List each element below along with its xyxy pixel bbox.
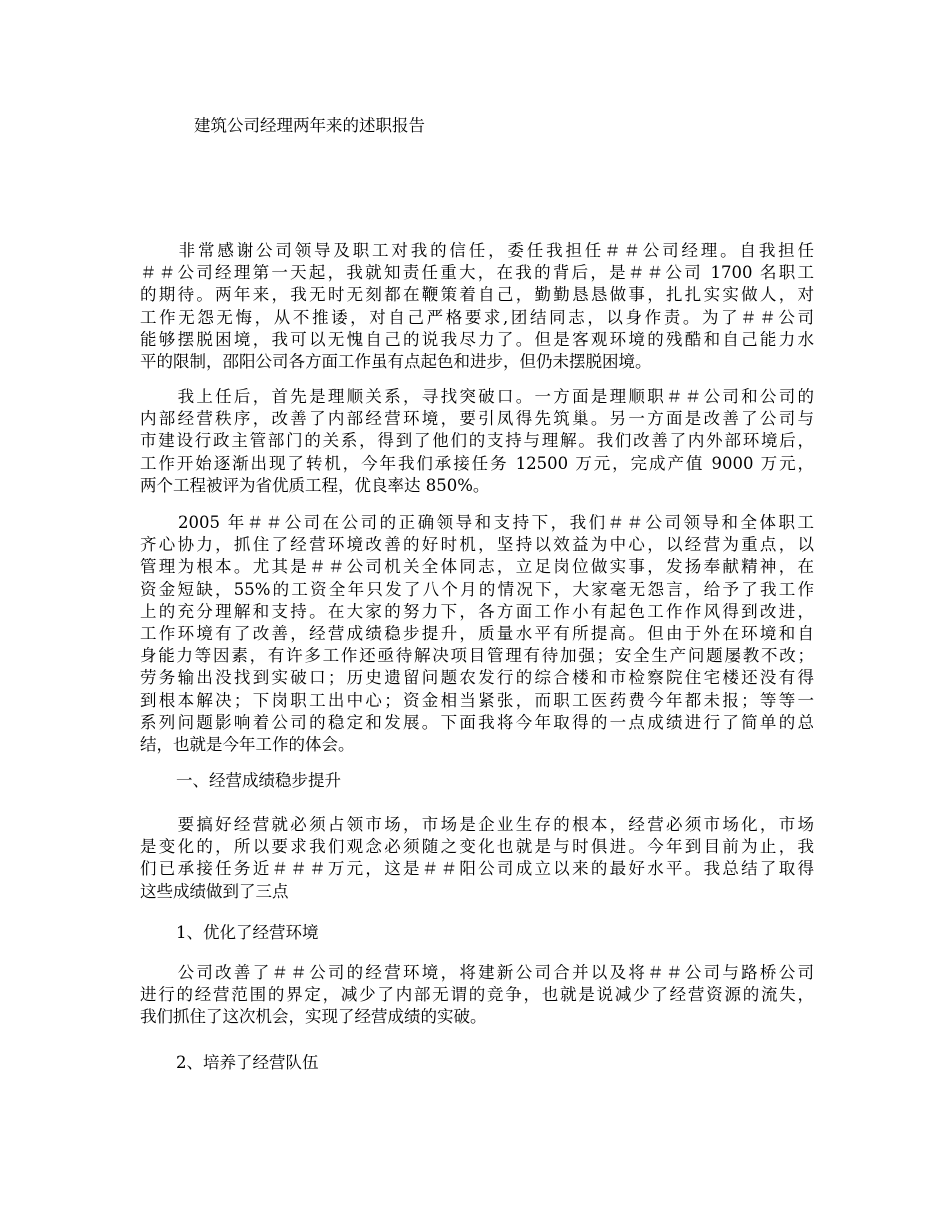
text-line: 到根本解决；下岗职工出中心；资金相当紧张，而职工医药费今年都未报；等等一 bbox=[140, 690, 814, 710]
text-line: 是变化的，所以要求我们观念必须随之变化也就是与时俱进。今年到目前为止，我 bbox=[140, 837, 814, 857]
text-line: 系列问题影响着公司的稳定和发展。下面我将今年取得的一点成绩进行了简单的总 bbox=[140, 712, 814, 732]
text-line: 们已承接任务近＃＃＃万元，这是＃＃阳公司成立以来的最好水平。我总结了取得 bbox=[140, 859, 814, 879]
text-line: 两个工程被评为省优质工程，优良率达 850%。 bbox=[140, 475, 490, 495]
text-line: 结，也就是今年工作的体会。 bbox=[140, 734, 355, 754]
section-heading: 一、经营成绩稳步提升 bbox=[176, 771, 341, 790]
text-line: 工作环境有了改善，经营成绩稳步提升，质量水平有所提高。但由于外在环境和自 bbox=[140, 623, 814, 643]
text-line: 非常感谢公司领导及职工对我的信任，委任我担任＃＃公司经理。自我担任 bbox=[140, 241, 814, 260]
text-line: 要搞好经营就必须占领市场，市场是企业生存的根本，经营必须市场化，市场 bbox=[140, 815, 814, 834]
text-line: 齐心协力，抓住了经营环境改善的好时机，坚持以效益为中心，以经营为重点，以 bbox=[140, 535, 814, 555]
text-line: 工作开始逐渐出现了转机，今年我们承接任务 12500 万元，完成产值 9000 万元， bbox=[140, 453, 814, 473]
paragraph-environment bbox=[140, 962, 814, 1029]
paragraph-intro bbox=[140, 240, 814, 373]
text-line: 我们抓住了这次机会，实现了经营成绩的实破。 bbox=[140, 1007, 487, 1027]
paragraph-first-steps bbox=[140, 386, 814, 497]
text-line: 这些成绩做到了三点 bbox=[140, 881, 289, 901]
subsection-heading: 1、优化了经营环境 bbox=[176, 923, 319, 942]
text-line: 身能力等因素，有许多工作还亟待解决项目管理有待加强；安全生产问题屡教不改； bbox=[140, 646, 814, 666]
document-title: 建筑公司经理两年来的述职报告 bbox=[194, 116, 425, 135]
text-line: 工作无怨无悔，从不推诿，对自己严格要求,团结同志，以身作责。为了＃＃公司 bbox=[140, 307, 814, 327]
text-line: 2005 年＃＃公司在公司的正确领导和支持下，我们＃＃公司领导和全体职工 bbox=[140, 513, 814, 532]
text-line: 我上任后，首先是理顺关系，寻找突破口。一方面是理顺职＃＃公司和公司的 bbox=[140, 387, 814, 406]
text-line: 上的充分理解和支持。在大家的努力下，各方面工作小有起色工作作风得到改进， bbox=[140, 601, 814, 621]
subsection-heading: 2、培养了经营队伍 bbox=[176, 1053, 319, 1072]
paragraph-2005-review bbox=[140, 512, 814, 756]
text-line: 的期待。两年来，我无时无刻都在鞭策着自己，勤勤恳恳做事，扎扎实实做人，对 bbox=[140, 285, 814, 305]
text-line: 劳务输出没找到实破口；历史遗留问题农发行的综合楼和市检察院住宅楼还没有得 bbox=[140, 668, 814, 688]
text-line: 管理为根本。尤其是＃＃公司机关全体同志，立足岗位做实事，发扬奉献精神，在 bbox=[140, 557, 814, 577]
text-line: 能够摆脱困境，我可以无愧自己的说我尽力了。但是客观环境的残酷和自己能力水 bbox=[140, 329, 814, 349]
text-line: 平的限制，邵阳公司各方面工作虽有点起色和进步，但仍未摆脱困境。 bbox=[140, 351, 652, 371]
text-line: 内部经营秩序，改善了内部经营环境，要引凤得先筑巢。另一方面是改善了公司与 bbox=[140, 409, 814, 429]
text-line: ＃＃公司经理第一天起，我就知责任重大，在我的背后，是＃＃公司 1700 名职工 bbox=[140, 263, 814, 283]
text-line: 资金短缺，55%的工资全年只发了八个月的情况下，大家毫无怨言，给予了我工作 bbox=[140, 579, 814, 599]
text-line: 市建设行政主管部门的关系，得到了他们的支持与理解。我们改善了内外部环境后， bbox=[140, 431, 814, 451]
paragraph-market bbox=[140, 814, 814, 903]
text-line: 进行的经营范围的界定，减少了内部无谓的竞争，也就是说减少了经营资源的流失， bbox=[140, 985, 814, 1005]
text-line: 公司改善了＃＃公司的经营环境，将建新公司合并以及将＃＃公司与路桥公司 bbox=[140, 963, 814, 982]
